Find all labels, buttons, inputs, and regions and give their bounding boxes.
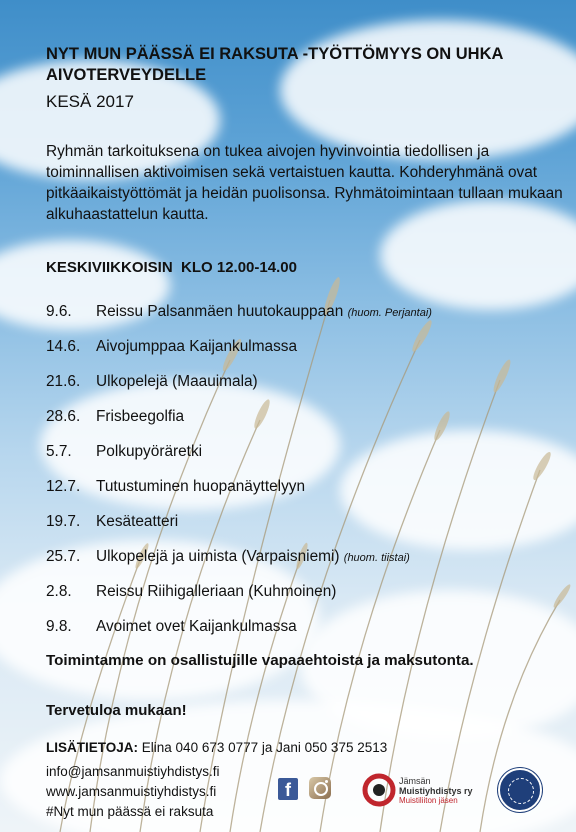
event-title: Frisbeegolfia: [96, 408, 185, 425]
event-date: 12.7.: [46, 478, 81, 495]
event-row: [46, 618, 297, 636]
page-subtitle: KESÄ 2017: [46, 92, 134, 111]
event-date: 19.7.: [46, 513, 81, 530]
hashtag: #Nyt mun päässä ei raksuta: [46, 804, 214, 819]
event-note: (huom. tiistai): [343, 552, 410, 564]
instagram-icon[interactable]: [309, 777, 331, 799]
event-title: Tutustuminen huopanäyttelyyn: [96, 478, 306, 495]
welcome-text: Tervetuloa mukaan!: [46, 702, 187, 719]
event-row: [46, 303, 432, 321]
event-title: Reissu Palsanmäen huutokauppaan: [96, 303, 344, 320]
facebook-icon[interactable]: f: [278, 778, 298, 800]
logo-line-2: Muistiyhdistys ry: [399, 786, 473, 796]
logo-line-1: Jämsän: [399, 776, 431, 786]
event-date: 2.8.: [46, 583, 72, 600]
event-date: 28.6.: [46, 408, 81, 425]
event-title: Avoimet ovet Kaijankulmassa: [96, 618, 297, 635]
event-date: 25.7.: [46, 548, 81, 565]
event-row: [46, 548, 410, 566]
contact-label: LISÄTIETOJA:: [46, 740, 139, 755]
event-note: (huom. Perjantai): [347, 307, 432, 319]
page-title: NYT MUN PÄÄSSÄ EI RAKSUTA -TYÖTTÖMYYS ON UHKA AIVOTERVEYDELLE: [46, 45, 503, 84]
event-title: Ulkopelejä ja uimista (Varpaisniemi): [96, 548, 340, 565]
event-date: 21.6.: [46, 373, 81, 390]
event-row: [46, 373, 258, 391]
free-of-charge-text: Toimintamme on osallistujille vapaaehtoista ja maksutonta.: [46, 652, 474, 669]
event-row: [46, 478, 305, 496]
contact-people: Elina 040 673 0777 ja Jani 050 375 2513: [141, 740, 388, 755]
event-title: Kesäteatteri: [96, 513, 179, 530]
event-row: [46, 443, 202, 461]
contact-website[interactable]: www.jamsanmuistiyhdistys.fi: [46, 784, 217, 799]
contact-email[interactable]: info@jamsanmuistiyhdistys.fi: [46, 764, 220, 779]
event-row: [46, 338, 297, 356]
event-date: 14.6.: [46, 338, 81, 355]
schedule-heading: KESKIVIIKKOISIN KLO 12.00-14.00: [46, 259, 297, 276]
event-date: 9.8.: [46, 618, 72, 635]
event-title: Ulkopelejä (Maauimala): [96, 373, 258, 390]
event-title: Aivojumppaa Kaijankulmassa: [96, 338, 298, 355]
logo-line-3: Muistiliiton jäsen: [399, 796, 458, 805]
event-date: 5.7.: [46, 443, 72, 460]
event-date: 9.6.: [46, 303, 72, 320]
association-logo-text: [399, 776, 473, 806]
event-row: [46, 513, 178, 531]
event-row: [46, 583, 336, 601]
intro-paragraph: Ryhmän tarkoituksena on tukea aivojen hyvinvointia tiedollisen ja toiminnallisen aktivoimisen sekä vertaistuen kautta. Kohderyhmänä ovat pitkäaikaistyöttömät ja heidän puolisonsa. Ryhmätoimintaan tullaan mukaan alkuhaastattelun kautta.: [46, 143, 563, 223]
event-title: Polkupyöräretki: [96, 443, 203, 460]
event-row: [46, 408, 184, 426]
contact-line: [46, 740, 387, 755]
membership-seal-icon: [498, 768, 542, 812]
event-title: Reissu Riihigalleriaan (Kuhmoinen): [96, 583, 337, 600]
association-logo-icon: [362, 773, 398, 807]
